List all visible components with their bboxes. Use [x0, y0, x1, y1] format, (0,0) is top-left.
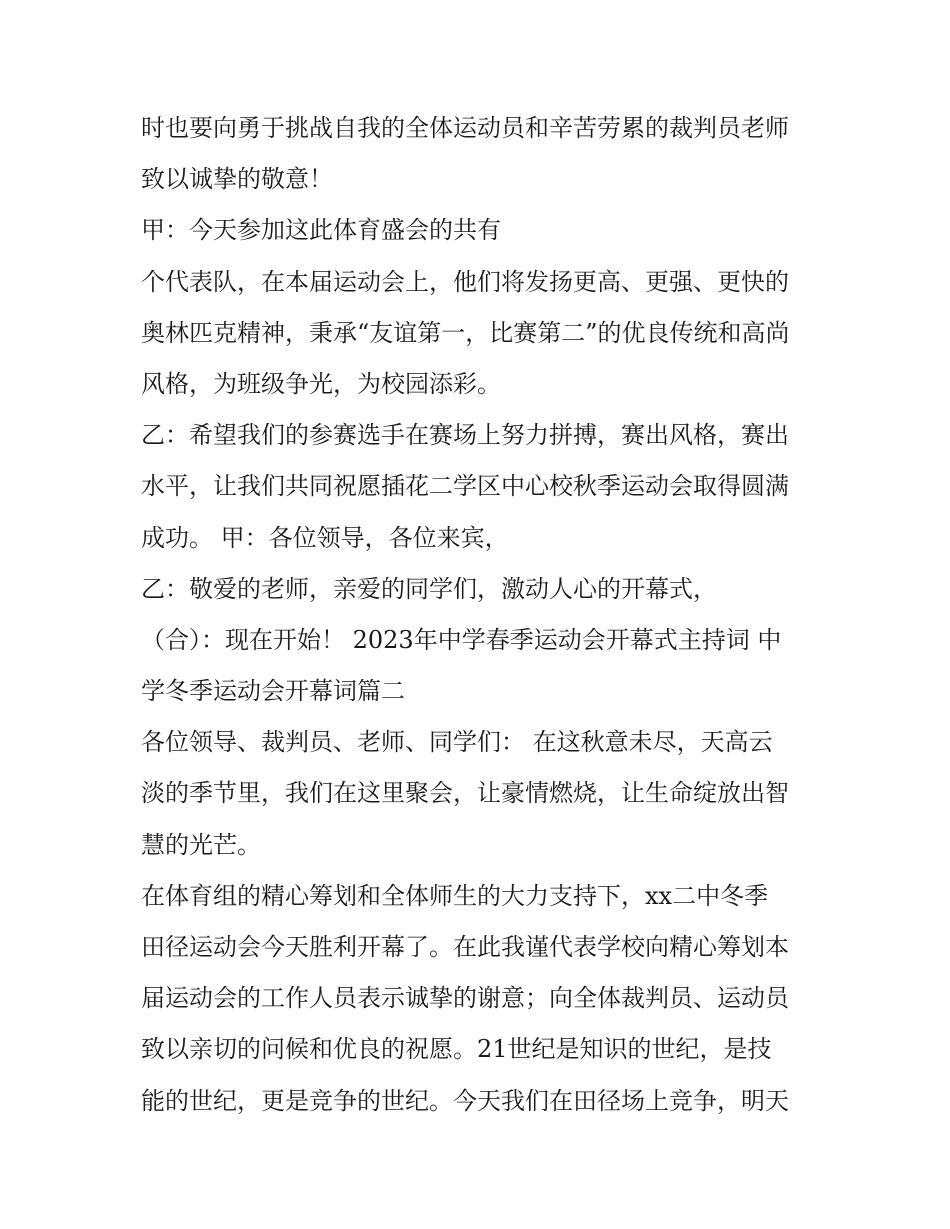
- text-line: 学冬季运动会开幕词篇二: [141, 677, 405, 706]
- text-line: 能的世纪，更是竞争的世纪。今天我们在田径场上竞争，明天: [141, 1086, 789, 1115]
- document-body: [141, 103, 821, 1127]
- text-line: 在体育组的精心筹划和全体师生的大力支持下，xx二中冬季: [141, 881, 769, 910]
- text-line: 届运动会的工作人员表示诚挚的谢意；向全体裁判员、运动员: [141, 984, 789, 1013]
- text-line: 各位领导、裁判员、老师、同学们： 在这秋意未尽，天高云: [141, 728, 773, 757]
- text-line: 慧的光芒。: [141, 830, 261, 859]
- text-line: 乙：希望我们的参赛选手在赛场上努力拼搏，赛出风格，赛出: [141, 421, 789, 450]
- text-line: 甲：今天参加这此体育盛会的共有: [141, 216, 501, 245]
- text-line: 致以亲切的问候和优良的祝愿。21世纪是知识的世纪，是技: [141, 1035, 772, 1064]
- text-line: 田径运动会今天胜利开幕了。在此我谨代表学校向精心筹划本: [141, 933, 789, 961]
- text-line: 奥林匹克精神，秉承“友谊第一，比赛第二”的优良传统和高尚: [141, 318, 790, 347]
- text-line: 个代表队，在本届运动会上，他们将发扬更高、更强、更快的: [141, 267, 789, 296]
- text-line: 风格，为班级争光，为校园添彩。: [141, 369, 501, 398]
- text-line: 乙：敬爱的老师，亲爱的同学们，激动人心的开幕式，: [141, 574, 717, 603]
- text-line: （合）：现在开始！ 2023年中学春季运动会开幕式主持词 中: [141, 625, 782, 654]
- text-line: 时也要向勇于挑战自我的全体运动员和辛苦劳累的裁判员老师: [141, 114, 789, 142]
- text-line: 致以诚挚的敬意！: [141, 165, 333, 194]
- text-line: 成功。 甲：各位领导，各位来宾，: [141, 523, 509, 552]
- text-line: 淡的季节里，我们在这里聚会，让豪情燃烧，让生命绽放出智: [141, 779, 789, 808]
- text-line: 水平，让我们共同祝愿插花二学区中心校秋季运动会取得圆满: [141, 472, 789, 501]
